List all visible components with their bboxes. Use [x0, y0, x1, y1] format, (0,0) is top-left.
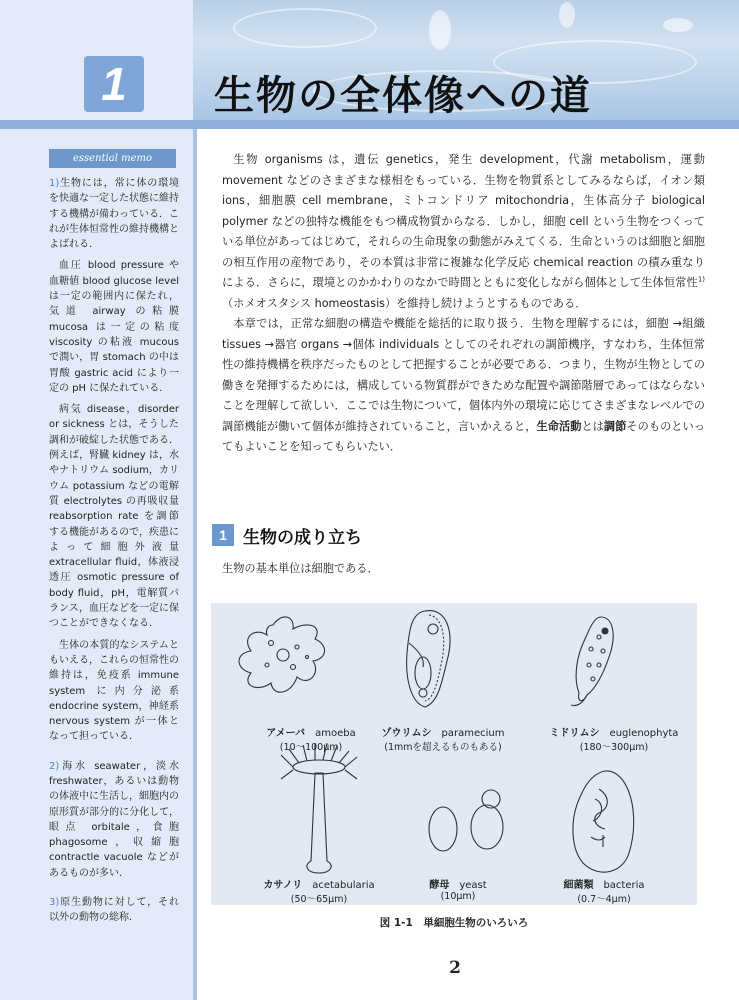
organism-name-en: bacteria: [603, 880, 645, 891]
memo-note-1c: 病気 disease，disorder or sickness とは，そうした調和が破綻した状態である．例えば，腎臓 kidney は，水やナトリウム sodium，カリウム potassium などの電解質 electrolytes の再吸収量 reabsorption rate を調節する機能があるので，疾患によって細胞外液量 extracellular fluid，体液浸透圧 osmotic pressure of body fluid，pH，電解質バランス，血圧などを一定に保つことができなくなる．: [49, 404, 179, 630]
bold-term: 調節: [603, 419, 627, 433]
organism-name-jp: 細菌類: [563, 880, 594, 891]
paragraph-2: [222, 314, 705, 458]
memo-note-1b: 血圧 blood pressure や血糖値 blood glucose level は一定の範囲内に保たれ，気道 airway の粘膜 mucosa は一定の粘度 viscosity の粘液 mucous で潤い，胃 stomach の中は胃酸 gastric acid により一定の pH に保たれている．: [49, 260, 179, 394]
memo-note-text: 生物には，常に体の環境を快適な一定した状態に維持する機構が備わっている．これが生体恒常性の維持機構とよばれる．: [49, 178, 179, 251]
section-text: 生物の基本単位は細胞である．: [222, 562, 379, 575]
organism-name-jp: アメーバ: [266, 728, 306, 739]
page-number: 2: [449, 958, 461, 978]
organism-name-jp: ミドリムシ: [549, 728, 600, 739]
organism-name-jp: 酵母: [429, 880, 450, 891]
organism-size: (180〜300μm): [579, 742, 649, 753]
organism-name-jp: ゾウリムシ: [381, 728, 432, 739]
organism-size: (0.7〜4μm): [577, 894, 631, 905]
memo-note-number: 3): [49, 897, 60, 909]
paragraph-text: とは: [581, 419, 604, 433]
paragraph-text: そのものといってもよいことを知ってもらいたい．: [222, 419, 705, 453]
paramecium-illustration: [407, 611, 450, 707]
section-number-badge: 1: [212, 524, 234, 546]
organism-name-en: amoeba: [315, 728, 356, 739]
figure-illustrations: [211, 603, 697, 905]
label-paramecium: [368, 724, 518, 753]
memo-header: essential memo: [49, 149, 176, 168]
bold-term: 生命活動: [536, 419, 582, 433]
organism-name-jp: カサノリ: [263, 880, 303, 891]
bacteria-illustration: [573, 771, 634, 872]
organism-size: (10μm): [440, 891, 476, 902]
memo-notes: [49, 176, 179, 932]
footnote-ref: 1): [697, 275, 705, 284]
paragraph-text: （ホメオスタシス homeostasis）を維持し続けようとするものである．: [222, 296, 587, 310]
memo-note-number: 1): [49, 178, 60, 189]
label-euglena: [534, 724, 694, 753]
label-bacteria: [544, 876, 664, 905]
paragraph-text: 生物 organisms は，遺伝 genetics，発生 development，代謝 metabolism，運動 movement などのさまざまな様相をもっている．生物を物質系としてみるならば，イオン類 ions，細胞膜 cell membrane，ミトコンドリア mitochondria，生体高分子 biological polymer などの独特な機能をもつ構成物質からなる．しかし，細胞 cell という生物をつくっている単位があってはじめて，それらの生命現象の動態がみえてくる．生命というのは細胞と細胞の相互作用の産物であり，その本質は非常に複雑な化学反応 chemical reaction の積み重なりによる．さらに，環境とのかかわりのなかで時間とともに変化しながら個体として生体恒常性: [222, 153, 705, 289]
body-text: [222, 150, 705, 458]
paragraph-text: 本章では，正常な細胞の構造や機能を総括的に取り扱う．生物を理解するには，細胞 →組織 tissues →器官 organs →個体 individuals としてのそれぞれの調節機序，すなわち，生体恒常性の維持機構を秩序だったものとして把握することが必要である．つまり，生物が生物としての働きを発揮するためには，構成している物質群ができためな配置や調節階層であってはならないことを理解して欲しい．ここでは生物について，個体内外の環境に応じてさまざまなレベルでの調節機能が働いて個体が維持されていること，言いかえると，: [222, 317, 706, 433]
yeast-illustration: [429, 790, 503, 851]
organism-name-en: acetabularia: [312, 880, 375, 891]
memo-note-1d: 生体の本質的なシステムともいえる，これらの恒常性の維持は，免疫系 immune system に内分泌系 endocrine system，神経系 nervous system が一体となって担っている．: [49, 639, 179, 743]
memo-note-text: 海水 seawater，淡水 freshwater，あるいは動物の体液中に生活し，細胞内の原形質が部分的に分化して，眼点 orbitale，食胞 phagosome，収縮胞 contractle vacuole などがあるものが多い．: [49, 760, 179, 879]
label-acetabularia: [244, 876, 394, 905]
label-amoeba: [236, 724, 386, 753]
label-yeast: [408, 876, 508, 902]
acetabularia-illustration: [281, 743, 357, 873]
sidebar-divider: [193, 128, 197, 1000]
organism-name-en: euglenophyta: [609, 728, 679, 739]
paragraph-1: [222, 150, 705, 314]
organism-size: (1mmを超えるものもある): [384, 742, 502, 753]
organism-name-en: yeast: [459, 880, 487, 891]
chapter-title: 生物の全体像への道: [214, 73, 592, 119]
memo-note-1: [49, 176, 179, 252]
amoeba-illustration: [239, 617, 325, 692]
memo-note-3: [49, 895, 179, 926]
organism-size: (50〜65μm): [290, 894, 348, 905]
section-title: 生物の成り立ち: [243, 528, 362, 548]
memo-note-number: 2): [49, 760, 60, 772]
memo-note-text: 原生動物に対して，それ以外の動物の総称．: [49, 897, 179, 924]
memo-note-2: [49, 759, 179, 881]
organism-name-en: paramecium: [441, 728, 505, 739]
organism-size: (10〜100μm): [279, 742, 343, 753]
figure-caption: 図 1-1 単細胞生物のいろいろ: [379, 917, 529, 929]
chapter-number-badge: 1: [84, 56, 144, 112]
header-bar: [0, 120, 739, 129]
